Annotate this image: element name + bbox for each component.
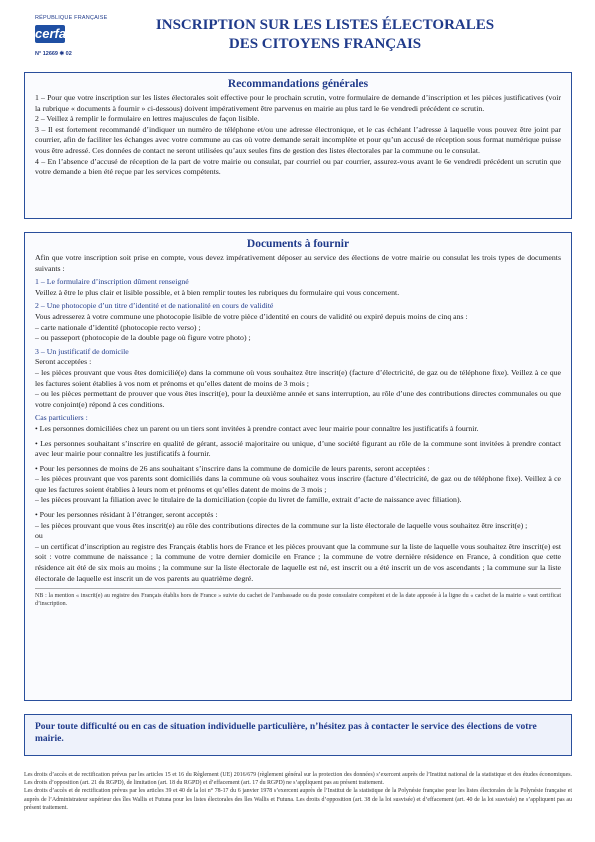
republique-label: RÉPUBLIQUE FRANÇAISE [35, 15, 108, 21]
section-2-bullet: – carte nationale d’identité (photocopie recto verso) ; [35, 322, 201, 332]
page-header [0, 0, 595, 62]
cas-particulier-item: • Pour les personnes de moins de 26 ans souhaitant s’inscrire dans la commune de domicile de leurs parents, seront acceptées : [35, 463, 430, 473]
cas-particulier-item: • Pour les personnes résidant à l’étranger, seront acceptés : [35, 510, 218, 520]
cas-particuliers-title: Cas particuliers : [35, 413, 88, 423]
section-2-title: 2 – Une photocopie d’un titre d’identité et de nationalité en cours de validité [35, 301, 274, 311]
section-3-intro: Seront acceptées : [35, 357, 92, 367]
section-3-bullet: – les pièces prouvant que vous êtes domicilié(e) dans la commune où vous souhaitez être inscrit(e) (facture d’électricité, de gaz ou de téléphone fixe). Veillez à ce que les factures soient établies à vos nom et prénoms et qu’elles datent de moins de 3 mois ; [35, 367, 561, 388]
documents-box [24, 232, 572, 701]
recommandations-title: Recommandations générales [227, 78, 369, 90]
section-2-text: Vous adresserez à votre commune une photocopie lisible de votre pièce d’identité en cours de validité ou expiré depuis moins de cinq ans : [35, 311, 468, 321]
title-line-2: DES CITOYENS FRANÇAIS [228, 36, 422, 52]
cas-particulier-item: • Les personnes souhaitant s’inscrire en qualité de gérant, associé majoritaire ou unique, d’une société figurant au rôle de la commune sont invitées à prendre contact avec leur mairie pour connaître les justificatifs à fournir. [35, 438, 561, 459]
documents-title: Documents à fournir [246, 238, 350, 250]
section-1-title: 1 – Le formulaire d’inscription dûment renseigné [35, 277, 189, 287]
cas-particulier-or: ou [35, 531, 43, 541]
cerfa-logo: cerfa [35, 26, 67, 41]
legal-footer [24, 771, 572, 812]
section-2-bullet: – ou passeport (photocopie de la double page où figure votre photo) ; [35, 333, 251, 343]
cas-particulier-bullet: – les pièces prouvant que vous êtes inscrit(e) au rôle des contributions directes de la commune sur la liste électorale de laquelle vous souhaitez être inscrit(e) ; [35, 520, 528, 530]
form-number: N° 12669 ✱ 02 [35, 51, 72, 57]
cas-particulier-item: • Les personnes domiciliées chez un parent ou un tiers sont invitées à prendre contact avec leur mairie pour connaître les justificatifs à fournir. [35, 423, 479, 433]
contact-box [24, 714, 572, 756]
section-1-text: Veillez à être le plus clair et lisible possible, et à bien remplir toutes les rubriques du formulaire qui vous concernent. [35, 287, 400, 297]
recommandations-box [24, 72, 572, 219]
title-line-1: INSCRIPTION SUR LES LISTES ÉLECTORALES [155, 17, 495, 33]
nb-note: NB : la mention « inscrit(e) au registre des Français établis hors de France » suivie du cachet de l’ambassade ou du poste consulaire compétent et de la date apposée à la ligne du « cachet de la mairie » vaut certificat d’inscription. [35, 588, 561, 608]
section-3-title: 3 – Un justificatif de domicile [35, 346, 129, 356]
recommandation-item: 4 – En l’absence d’accusé de réception de la part de votre mairie ou consulat, par courriel ou par courrier, assurez-vous avant le 6e vendredi précédent un scrutin que votre demande a bien été reçue par les services compétents. [35, 156, 561, 177]
page-title [90, 16, 560, 54]
recommandation-item: 2 – Veillez à remplir le formulaire en lettres majuscules de façon lisible. [35, 114, 260, 124]
documents-intro: Afin que votre inscription soit prise en compte, vous devez impérativement déposer au service des élections de votre mairie ou consulat les trois types de documents suivants : [35, 253, 561, 273]
contact-text: Pour toute difficulté ou en cas de situation individuelle particulière, n’hésitez pas à contacter le service des élections de votre mairie. [35, 722, 537, 744]
recommandation-item: 3 – Il est fortement recommandé d’indiquer un numéro de téléphone et/ou une adresse électronique, et le cas échéant l’adresse à laquelle vous pouvez être joint par courrier, afin de faciliter les échanges avec votre commune au cas où votre demande serait incomplète et pour qu’un accusé de réception sous format numérique puisse vous être adressé. Ces données de contact ne seront utilisées qu’aux seules fins de gestion des listes électorales par la commune ou le consulat. [35, 124, 561, 155]
recommandation-item: 1 – Pour que votre inscription sur les listes électorales soit effective pour le prochain scrutin, votre formulaire de demande d’inscription et les pièces justificatives (voir la rubrique « documents à fournir » ci-dessous) doivent impérativement être parvenus en mairie au plus tard le 6e vendredi précédent ce scrutin. [35, 93, 561, 113]
section-3-bullet: – ou les pièces permettant de prouver que vous êtes inscrit(e), pour la deuxième année et sans interruption, au rôle d’une des contributions directes communales ou que votre conjoint(e) répond à ces conditions. [35, 389, 561, 409]
cas-particulier-bullet: – les pièces prouvant la filiation avec le titulaire de la domiciliation (copie du livret de famille, extrait d’acte de naissance avec filiation). [35, 495, 462, 505]
footer-paragraph-1: Les droits d’accès et de rectification prévus par les articles 15 et 16 du Règlement (UE) 2016/679 (règlement général sur la protection des données) s’exercent auprès de l’Institut national de la statistique et des études économiques. Les droits d’opposition (art. 21 du RGPD), de limitation (art. 18 du RGPD) et d’effacement (art. 17 du RGPD) ne s’appliquent pas au présent traitement. [24, 772, 572, 787]
cas-particulier-bullet: – un certificat d’inscription au registre des Français établis hors de France et les pièces prouvant que la commune sur la liste de laquelle vous souhaitez être inscrit(e) est soit : votre commune de naissance ; la commune de votre dernier domicile en France ; la commune de votre dernière résidence en France, à condition que cette résidence ait été de six mois au moins ; la commune sur la liste électorale de laquelle est né, est inscrit ou a été inscrit un de vos ascendants ; la commune sur la liste électorale de laquelle est inscrit un de vos parents au quatrième degré. [35, 541, 561, 583]
footer-paragraph-2: Les droits d’accès et de rectification prévus par les articles 39 et 40 de la loi n° 78-17 du 6 janvier 1978 s’exercent auprès de l’Institut de la statistique de la Polynésie française pour les listes électorales de la Polynésie française et auprès de l’Administrateur supérieur des îles Wallis et Futuna pour les listes électorales des îles Wallis et Futuna. Les droits d’opposition (art. 38 de la loi susvisée) et d’effacement (art. 40 de la loi susvisée) ne s’appliquent pas au présent traitement. [24, 788, 572, 811]
cas-particulier-bullet: – les pièces prouvant que vos parents sont domiciliés dans la commune où vous souhaitez vous inscrire (facture d’électricité, de gaz ou de téléphone fixe). Veillez à ce que les factures soient établies à leurs nom et prénoms et qu’elles datent de moins de 3 mois ; [35, 474, 561, 494]
